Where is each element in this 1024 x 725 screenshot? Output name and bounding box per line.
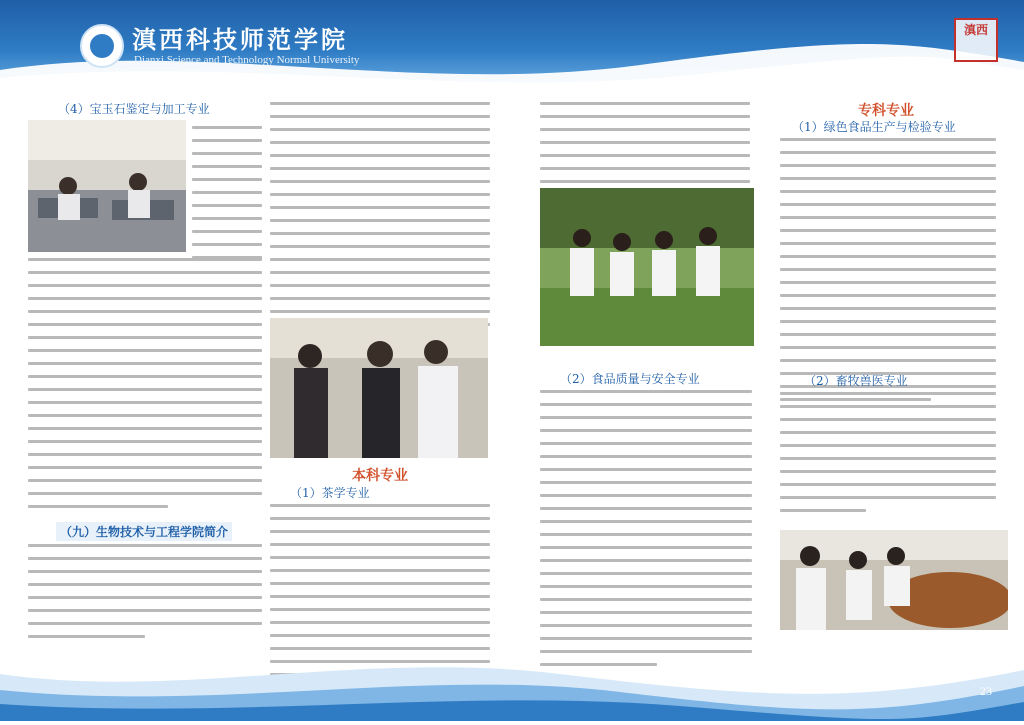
university-title-en: Dianxi Science and Technology Normal University: [134, 54, 360, 66]
biotech-intro-text: [28, 544, 262, 648]
page-number-right: 23: [980, 684, 992, 698]
gem-body-text: [28, 258, 262, 518]
green-food-major-title: （1）绿色食品生产与检验专业: [792, 120, 956, 134]
section-gem-title: （4）宝玉石鉴定与加工专业: [58, 102, 210, 116]
tea-top-text: [270, 102, 490, 336]
junior-college-major-title: 专科专业: [858, 103, 914, 119]
green-food-body-text: [780, 138, 996, 411]
undergrad-major-title: 本科专业: [352, 468, 408, 484]
gem-intro-text: [192, 126, 262, 269]
tea-garden-photo: [540, 188, 754, 346]
leader-visit-photo: [270, 318, 488, 458]
section-biotech-title: （九）生物技术与工程学院简介: [56, 522, 232, 541]
tea-major-title: （1）茶学专业: [290, 486, 370, 500]
classroom-photo: [28, 120, 186, 252]
university-title-cn: 滇西科技师范学院: [132, 25, 348, 54]
veterinary-major-title: （2）畜牧兽医专业: [804, 374, 908, 388]
food-safety-major-title: （2）食品质量与安全专业: [560, 372, 700, 386]
livestock-lab-photo: [780, 530, 1008, 630]
food-safety-body-text: [540, 390, 752, 676]
seal-stamp: 滇西: [954, 18, 998, 62]
veterinary-body-text: [780, 392, 996, 522]
footer-wave: [0, 640, 1024, 721]
header-band: [0, 0, 1024, 92]
university-logo: [80, 24, 124, 68]
